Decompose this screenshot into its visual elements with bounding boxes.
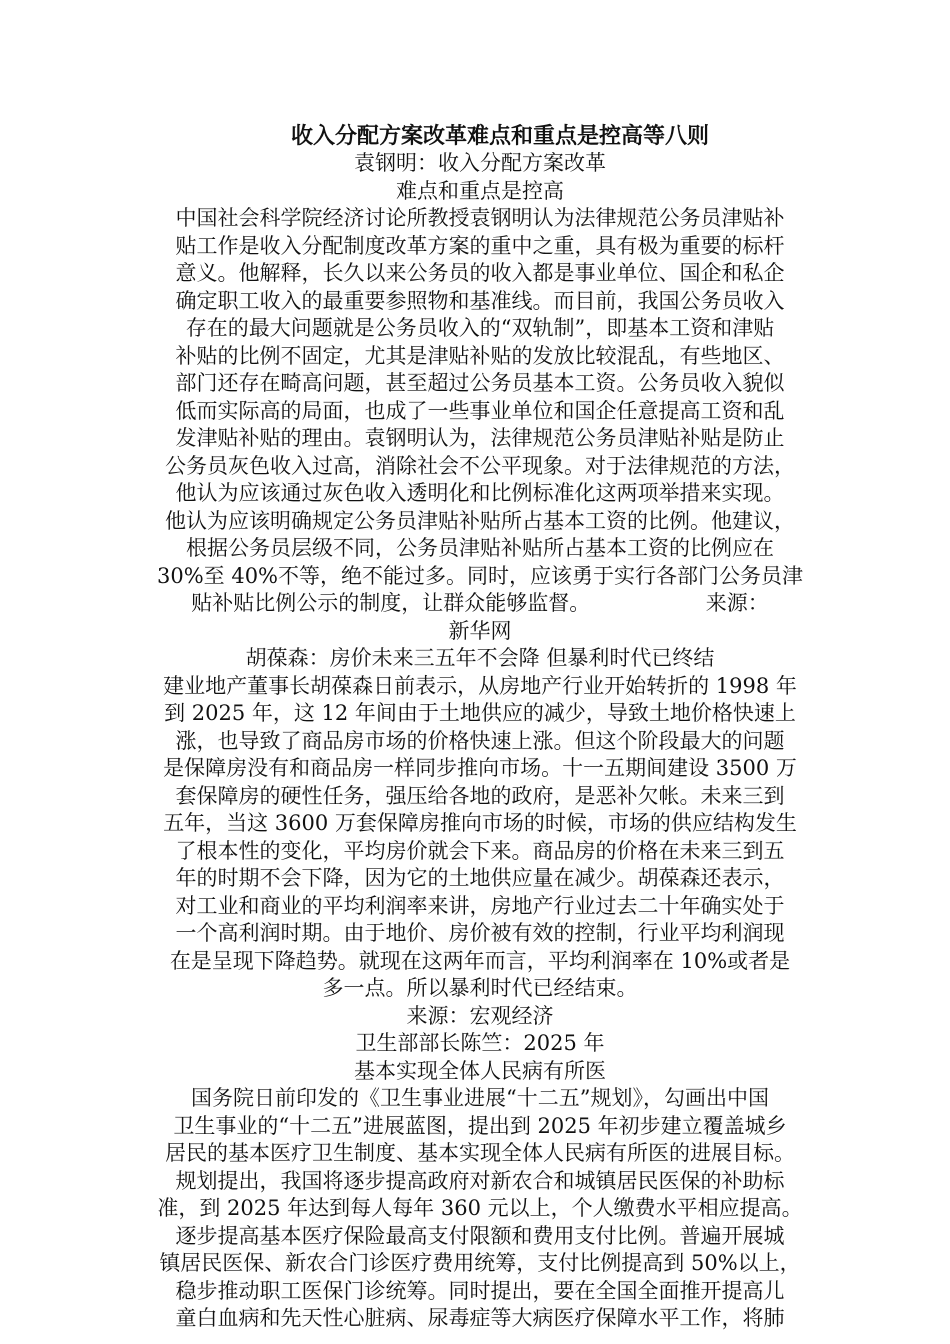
text-line: 基本实现全体人民病有所医 xyxy=(354,1058,606,1083)
text-line: 一个高利润时期。由于地价、房价被有效的控制，行业平均利润现 xyxy=(175,921,785,945)
text-line: 部门还存在畸高问题，甚至超过公务员基本工资。公务员收入貌似 xyxy=(175,371,785,395)
text-line: 规划提出，我国将逐步提高政府对新农合和城镇居民医保的补助标 xyxy=(175,1168,785,1193)
text-line: 贴工作是收入分配制度改革方案的重中之重，具有极为重要的标杆 xyxy=(175,233,785,258)
text-line: 根据公务员层级不同，公务员津贴补贴所占基本工资的比例应在 xyxy=(186,536,774,560)
text-line: 发津贴补贴的理由。袁钢明认为，法律规范公务员津贴补贴是防止 xyxy=(175,426,785,450)
text-line: 意义。他解释，长久以来公务员的收入都是事业单位、国企和私企 xyxy=(175,261,785,285)
document-title: 收入分配方案改革难点和重点是控高等八则 xyxy=(290,123,709,149)
text-line: 贴补贴比例公示的制度，让群众能够监督。 来源： xyxy=(191,591,769,615)
text-line: 卫生部部长陈竺：2025 年 xyxy=(355,1031,605,1055)
text-line: 胡葆森：房价未来三五年不会降 但暴利时代已终结 xyxy=(245,646,715,670)
text-line: 稳步推动职工医保门诊统筹。同时提出，要在全国全面推开提高儿 xyxy=(175,1278,785,1303)
text-line: 来源：宏观经济 xyxy=(406,1003,554,1028)
text-line: 年的时期不会下降，因为它的土地供应量在减少。胡葆森还表示， xyxy=(175,866,785,890)
text-line: 到 2025 年，这 12 年间由于土地供应的减少，导致土地价格快速上 xyxy=(164,701,796,725)
text-line: 在是呈现下降趋势。就现在这两年而言，平均利润率在 10%或者是 xyxy=(169,948,791,973)
text-line: 是保障房没有和商品房一样同步推向市场。十一五期间建设 3500 万 xyxy=(163,756,797,780)
text-line: 涨，也导致了商品房市场的价格快速上涨。但这个阶段最大的问题 xyxy=(175,728,785,753)
text-line: 低而实际高的局面，也成了一些事业单位和国企任意提高工资和乱 xyxy=(175,398,785,423)
text-line: 中国社会科学院经济讨论所教授袁钢明认为法律规范公务员津贴补 xyxy=(175,206,785,230)
text-line: 对工业和商业的平均利润率来讲，房地产行业过去二十年确实处于 xyxy=(175,893,785,918)
text-line: 他认为应该通过灰色收入透明化和比例标准化这两项举措来实现。 xyxy=(175,481,785,505)
text-line: 存在的最大问题就是公务员收入的“双轨制”，即基本工资和津贴 xyxy=(185,316,775,340)
text-line: 卫生事业的“十二五”进展蓝图，提出到 2025 年初步建立覆盖城乡 xyxy=(173,1113,787,1138)
text-line: 镇居民医保、新农合门诊医疗费用统筹，支付比例提高到 50%以上， xyxy=(159,1251,801,1275)
text-line: 他认为应该明确规定公务员津贴补贴所占基本工资的比例。他建议， xyxy=(165,508,795,533)
text-line: 五年，当这 3600 万套保障房推向市场的时候，市场的供应结构发生 xyxy=(163,811,797,835)
text-line: 建业地产董事长胡葆森日前表示，从房地产行业开始转折的 1998 年 xyxy=(163,673,797,698)
text-line: 套保障房的硬性任务，强压给各地的政府，是恶补欠帐。未来三到 xyxy=(175,783,785,808)
text-line: 30%至 40%不等，绝不能过多。同时，应该勇于实行各部门公务员津 xyxy=(156,563,804,588)
text-line: 逐步提高基本医疗保险最高支付限额和费用支付比例。普遍开展城 xyxy=(175,1223,785,1248)
text-line: 确定职工收入的最重要参照物和基准线。而目前，我国公务员收入 xyxy=(175,288,785,313)
text-line: 国务院日前印发的《卫生事业进展“十二五”规划》，勾画出中国 xyxy=(191,1086,769,1110)
text-line: 难点和重点是控高 xyxy=(396,178,564,203)
text-line: 了根本性的变化，平均房价就会下来。商品房的价格在未来三到五 xyxy=(175,838,785,863)
text-line: 新华网 xyxy=(448,618,512,643)
text-line: 居民的基本医疗卫生制度、基本实现全体人民病有所医的进展目标。 xyxy=(165,1141,795,1165)
text-line: 准，到 2025 年达到每人每年 360 元以上，个人缴费水平相应提高。 xyxy=(157,1196,803,1220)
text-line: 补贴的比例不固定，尤其是津贴补贴的发放比较混乱，有些地区、 xyxy=(175,343,785,368)
text-line: 公务员灰色收入过高，消除社会不公平现象。对于法律规范的方法， xyxy=(165,453,795,478)
text-line: 袁钢明：收入分配方案改革 xyxy=(354,151,606,175)
text-line: 童白血病和先天性心脏病、尿毒症等大病医疗保障水平工作，将肺 xyxy=(175,1306,785,1330)
text-line: 多一点。所以暴利时代已经结束。 xyxy=(322,976,638,1000)
